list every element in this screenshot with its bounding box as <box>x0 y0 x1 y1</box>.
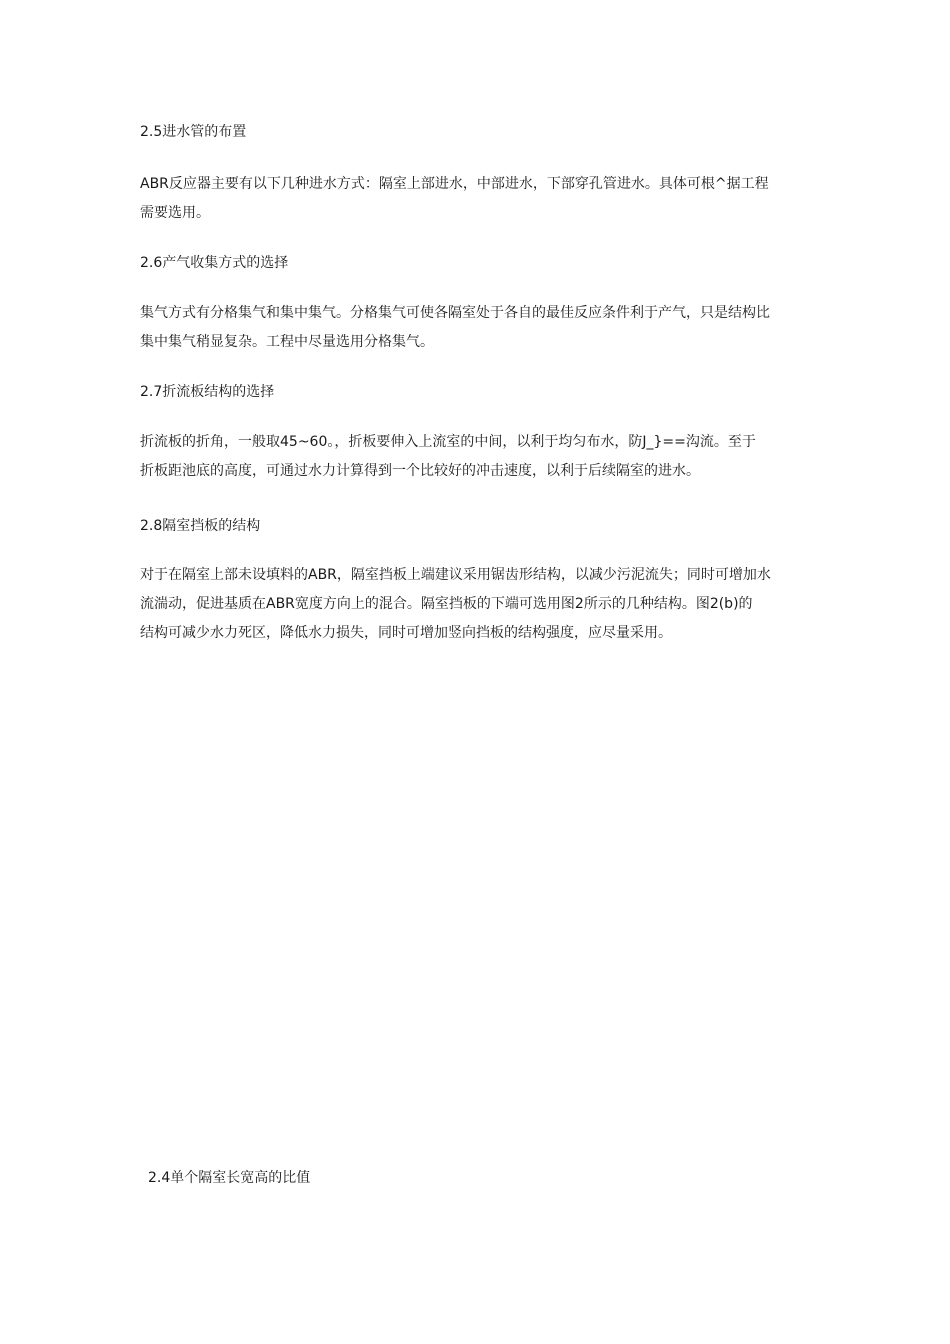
section-paragraph-2-5 <box>140 170 820 228</box>
section-heading-2-6: 2.6产气收集方式的选择 <box>140 255 289 271</box>
paragraph-line: 折流板的折角，一般取45~60。，折板要伸入上流室的中间，以利于均匀布水，防J_}==沟流。至于 <box>140 434 756 450</box>
paragraph-line: 需要选用。 <box>140 205 210 221</box>
section-paragraph-2-6 <box>140 299 820 357</box>
section-paragraph-2-7 <box>140 428 820 486</box>
paragraph-line: 集气方式有分格集气和集中集气。分格集气可使各隔室处于各自的最佳反应条件利于产气，只是结构比 <box>140 305 770 321</box>
section-heading-2-5: 2.5进水管的布置 <box>140 124 247 140</box>
section-heading-2-7: 2.7折流板结构的选择 <box>140 384 275 400</box>
paragraph-line: 折板距池底的高度，可通过水力计算得到一个比较好的冲击速度，以利于后续隔室的进水。 <box>140 463 700 479</box>
paragraph-line: 流湍动，促进基质在ABR宽度方向上的混合。隔室挡板的下端可选用图2所示的几种结构。图2(b)的 <box>140 596 753 612</box>
section-paragraph-2-8 <box>140 561 820 648</box>
paragraph-line: 对于在隔室上部未设填料的ABR，隔室挡板上端建议采用锯齿形结构，以减少污泥流失；同时可增加水 <box>140 567 771 583</box>
section-heading-2-8: 2.8隔室挡板的结构 <box>140 518 261 534</box>
paragraph-line: 集中集气稍显复杂。工程中尽量选用分格集气。 <box>140 334 434 350</box>
section-heading-2-4: 2.4单个隔室长宽高的比值 <box>148 1170 311 1186</box>
paragraph-line: 结构可减少水力死区，降低水力损失，同时可增加竖向挡板的结构强度，应尽量采用。 <box>140 625 672 641</box>
paragraph-line: ABR反应器主要有以下几种进水方式：隔室上部进水，中部进水，下部穿孔管进水。具体可根^据工程 <box>140 176 769 192</box>
